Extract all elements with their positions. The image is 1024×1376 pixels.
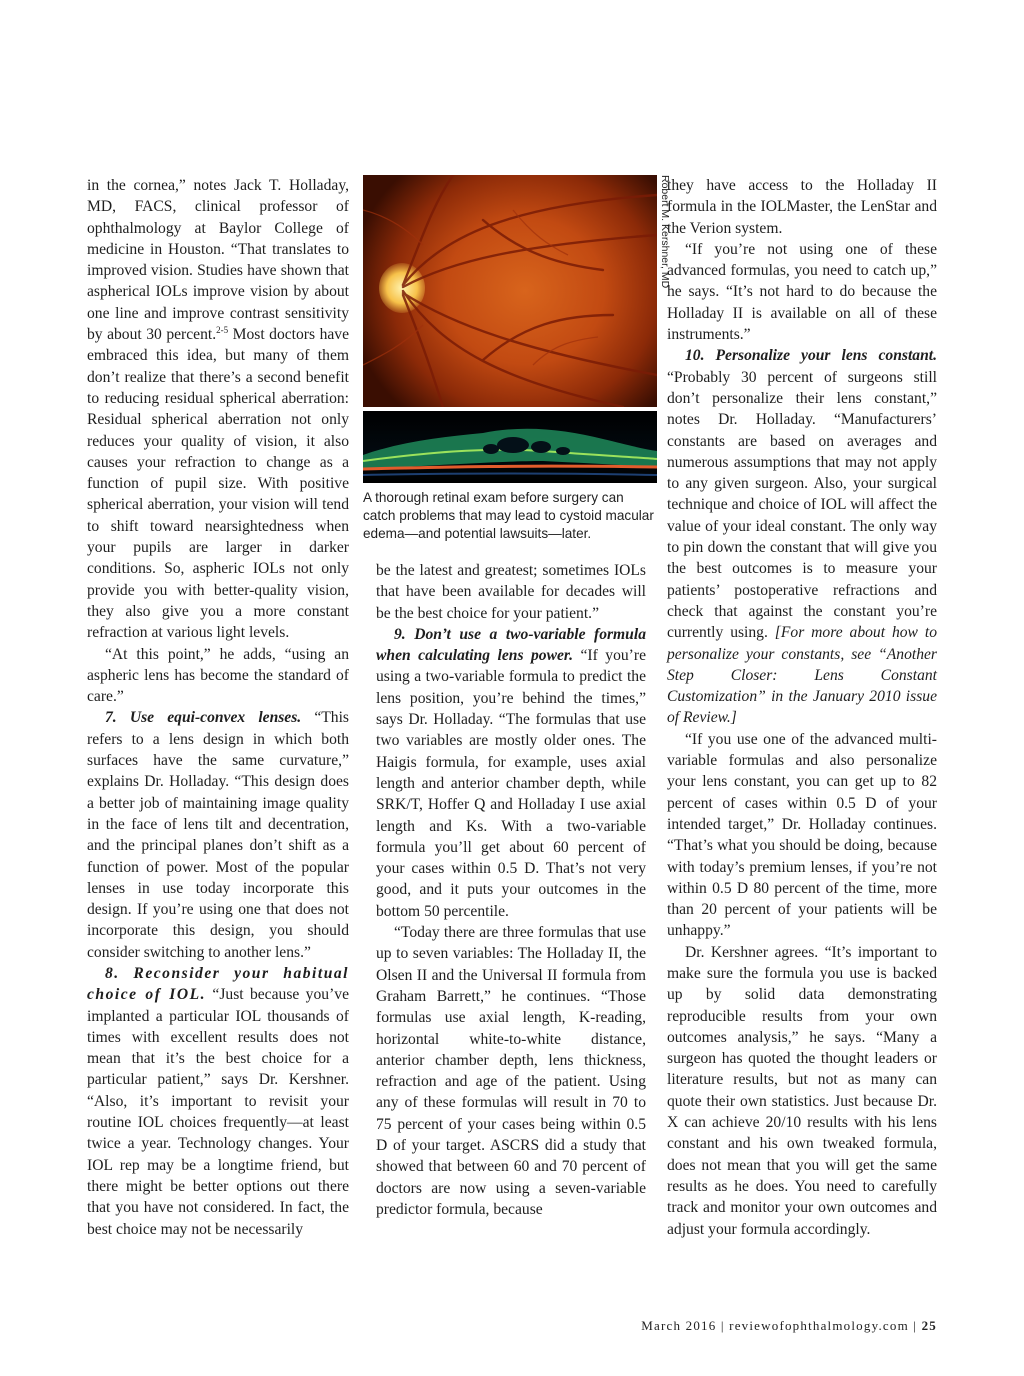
oct-scan (363, 411, 657, 483)
page-number: 25 (921, 1318, 937, 1333)
issue-date: March 2016 (641, 1318, 717, 1333)
section-lead: 7. Use equi-convex lenses. (105, 709, 302, 727)
paragraph: 10. Personalize your lens constant. “Probably 30 percent of surgeons still don’t personalize their lens constant,” notes Dr. Holladay. “Manufacturers’ constants are based on averages and numerous assumptions that may not apply to any given surgeon. Also, your surgical technique and choice of IOL will affect the value of your ideal constant. The only way to pin down the constant that will give you the best outcomes is to measure your patients’ postoperative refractions and check that against the constant you’re currently using. [For more about how to personalize your constants, see “Another Step Closer: Lens Constant Customization” in the January 2010 issue of Review.] (667, 347, 937, 727)
paragraph: be the latest and greatest; sometimes IOLs that have been available for decades will be the best choice for your patient.” (376, 562, 646, 622)
retina-figure (363, 175, 657, 543)
paragraph: 9. Don’t use a two-variable formula when calculating lens power. “If you’re using a two-variable formula to predict the lens position, you’re behind the times,” says Dr. Holladay. “The formulas that use two variables are mostly older ones. The Haigis formula, for example, uses axial length and anterior chamber depth, while SRK/T, Hoffer Q and Holladay I use axial length and Ks. With a two-variable formula you’ll get about 60 percent of your cases within 0.5 D. That’s not very good, and it puts your outcomes in the bottom 50 percentile. (376, 625, 646, 920)
text-column-2 (376, 560, 646, 1220)
site-url: reviewofophthalmology.com (729, 1318, 909, 1333)
section-lead: 10. Personalize your lens constant. (685, 347, 937, 365)
paragraph: in the cornea,” notes Jack T. Holladay, MD, FACS, clinical professor of ophthalmology at Baylor College of medicine in Houston. “That translates to improved vision. Studies have shown that aspherical IOLs improve vision by about one line and improve contrast sensitivity by about 30 percent.$^{2-5}$ Most doctors have embraced this idea, but many of them don’t realize that there’s a second benefit to reducing residual spherical aberration: Residual spherical aberration not only reduces your quality of vision, it also causes your refraction to change as a function of pupil size. With positive spherical aberration, your vision will tend to shift toward nearsightedness when your pupils are larger in darker conditions. So, aspheric IOLs not only provide you with better-quality vision, they also give you a more constant refraction at various light levels. (87, 177, 349, 642)
page-footer (641, 1318, 937, 1334)
paragraph: they have access to the Holladay II formula in the IOLMaster, the LenStar and the Verion system. (667, 177, 937, 237)
section-lead: 8. Reconsider your habitual choice of IOL. (87, 964, 349, 1004)
figure-caption: A thorough retinal exam before surgery can catch problems that may lead to cystoid macular edema—and potential lawsuits—later. (363, 490, 654, 541)
paragraph: “If you’re not using one of these advanced formulas, you need to catch up,” he says. “It’s not hard to do because the Holladay II is available on all of these instruments.” (667, 240, 937, 344)
footer-separator: | (720, 1318, 725, 1333)
oct-layers (363, 411, 657, 483)
section-lead: 9. Don’t use a two-variable formula when calculating lens power. (376, 625, 646, 665)
citation-superscript: 2-5 (216, 324, 229, 335)
fundus-photo (363, 175, 657, 407)
editor-note: [For more about how to personalize your constants, see “Another Step Closer: Lens Constant Customization” in the January 2010 issue of Review.] (667, 624, 937, 727)
paragraph: 7. Use equi-convex lenses. “This refers to a lens design in which both surfaces have the same curvature,” explains Dr. Holladay. “This design does a better job of maintaining image quality in the face of lens tilt and decentration, and the principal planes don’t shift as a function of power. Most of the popular lenses in use today incorporate this design. If you’re using one that does not incorporate this design, you should consider switching to another lens.” (87, 709, 349, 961)
paragraph: 8. Reconsider your habitual choice of IOL. “Just because you’ve implanted a particular IOL thousands of times with excellent results does not mean that it’s the best choice for a particular patient,” says Dr. Kershner. “Also, it’s important to revisit your routine IOL choices frequently—at least twice a year. Technology changes. Your IOL rep may be a longtime friend, but there might be better options out there that you have not considered. In fact, the best choice may not be necessarily (87, 964, 349, 1238)
photo-credit: Robert M. Kershner, MD (659, 175, 671, 289)
paragraph: “At this point,” he adds, “using an aspheric lens has become the standard of care.” (87, 645, 349, 706)
text-column-3 (667, 175, 937, 1240)
text-column-1 (87, 175, 349, 1240)
retinal-vessels (363, 175, 657, 407)
footer-separator: | (913, 1318, 918, 1333)
paragraph: “Today there are three formulas that use up to seven variables: The Holladay II, the Olsen II and the Universal II formula from Graham Barrett,” he continues. “Those formulas use axial length, K-reading, horizontal white-to-white distance, anterior chamber depth, lens thickness, refraction and age of the patient. Using any of these formulas will result in 70 to 75 percent of your cases being within 0.5 D of your target. ASCRS did a study that showed that between 60 and 70 percent of doctors are now using a seven-variable predictor formula, because (376, 924, 646, 1218)
paragraph: Dr. Kershner agrees. “It’s important to make sure the formula you use is backed up by solid data demonstrating reproducible results from your own outcomes analysis,” he says. “Many a surgeon has quoted the thought leaders or literature results, but not as many can quote their own statistics. Just because Dr. X can achieve 20/10 results with his lens constant and his own tweaked formula, does not mean that you will get the same results as he does. You need to carefully track and monitor your own outcomes and adjust your formula accordingly. (667, 943, 937, 1238)
paragraph: “If you use one of the advanced multi-variable formulas and also personalize your lens constant, you can get up to 82 percent of cases within 0.5 D of your intended target,” Dr. Holladay continues. “That’s what you should be doing, because with today’s premium lenses, if you’re not within 0.5 D 80 percent of the time, more than 20 percent of your patients will be unhappy.” (667, 730, 937, 940)
